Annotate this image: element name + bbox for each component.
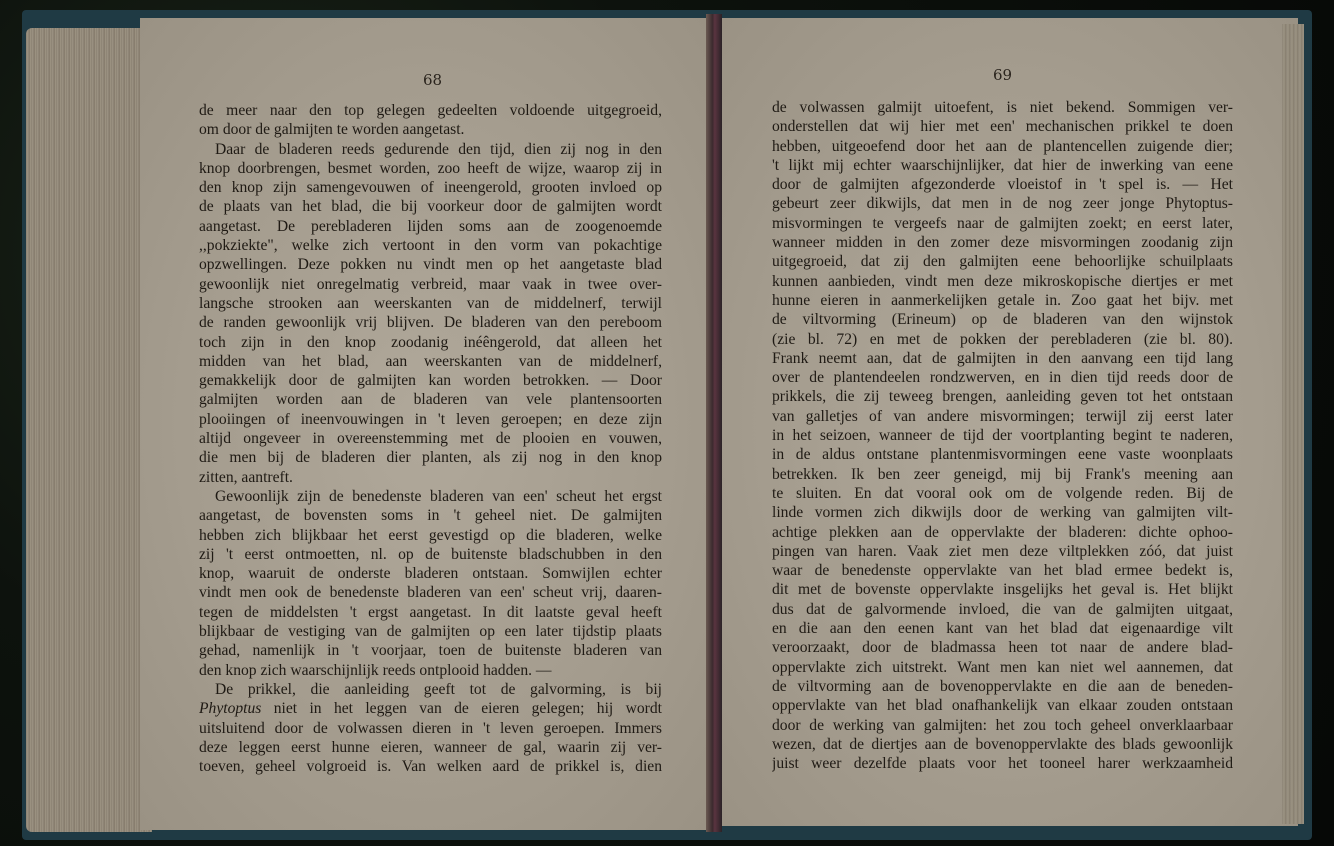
text-line: vindt men ook de benedenste bladeren van een' scheut vrij, daaren- (199, 584, 662, 602)
text-line: oppervlakte zich uitstrekt. Want men kan niet wel aannemen, dat (772, 658, 1233, 676)
text-line: midden van het blad, aan weerskanten van de middelnerf, (199, 352, 662, 370)
text-line: gebeurt zeer dikwijls, dat men in de nog zeer jonge Phytoptus- (772, 195, 1233, 213)
text-line: aangetast. De perebladeren lijden soms aan de zoogenoemde (199, 217, 662, 235)
text-line: linde vormen zich dikwijls door de werking van galmijten vilt- (772, 504, 1233, 522)
text-line: toeven, geheel volgroeid is. Van welken aard de prikkel is, dien (199, 758, 662, 776)
text-line: (zie bl. 72) en met de pokken der perebladeren (zie bl. 80). (772, 330, 1233, 348)
text-line: blijkbaar de vestiging van de galmijten op een later tijdstip plaats (199, 623, 662, 641)
text-line: Daar de bladeren reeds gedurende den tijd, dien zij nog in den (215, 140, 662, 158)
text-line: plooiingen of ineenvouwingen in 't leven geroepen; en deze zijn (199, 410, 662, 428)
text-line (199, 699, 662, 718)
text-line: dit met de bovenste oppervlakte insgelijks het geval is. Het blijkt (772, 581, 1233, 599)
left-page-text (199, 101, 662, 776)
text-line: 't lijkt mij echter waarschijnlijker, dat hier de inwerking van eene (772, 156, 1233, 174)
text-line: hebben, uitgeoefend door het aan de plantencellen zuigende dier; (772, 137, 1233, 155)
text-line: hunne eieren in aanmerkelijken getale in. Zoo gaat het bijv. met (772, 291, 1233, 309)
text-line: galmijten worden aan de bladeren van vele plantensoorten (199, 391, 662, 409)
text-line: de viltvorming aan de bovenoppervlakte en die aan de beneden- (772, 677, 1233, 695)
text-line: gemakkelijk door de galmijten kan worden betrokken. — Door (199, 372, 662, 390)
text-line: gewoonlijk niet onregelmatig verbreid, maar vaak in twee over- (199, 275, 662, 293)
text-line: de plaats van het blad, die bij voorkeur door de galmijten wordt (199, 198, 662, 216)
text-line: toch zijn in den knop zoodanig inéêngerold, dat alleen het (199, 333, 662, 351)
text-line: om door de galmijten te worden aangetast. (199, 121, 465, 139)
text-line: de viltvorming (Erineum) op de bladeren van den wijnstok (772, 311, 1233, 329)
text-line: ,,pokziekte", welke zich vertoont in den vorm van pokachtige (199, 237, 662, 255)
text-line: Gewoonlijk zijn de benedenste bladeren van een' scheut het ergst (215, 487, 662, 505)
page-number-right: 69 (993, 66, 1013, 84)
text-line: wezen, dat de diertjes aan de bovenoppervlakte des blads gewoonlijk (772, 735, 1233, 753)
text-line: zij 't eerst ontmoetten, nl. op de buitenste bladschubben in den (199, 545, 662, 563)
text-line: Frank neemt aan, dat de galmijten in den aanvang een tijd lang (772, 349, 1233, 367)
text-line: achtige plekken aan de oppervlakte der bladeren: dichte ophoo- (772, 523, 1233, 541)
text-line: veroorzaakt, door de bladmassa heen tot naar de andere blad- (772, 639, 1233, 657)
text-line: die men bij de bladeren dier planten, als zij nog in den knop (199, 449, 662, 467)
text-line: pingen van haren. Vaak ziet men deze viltplekken zóó, dat juist (772, 542, 1233, 560)
text-line: prikkels, die zij teweeg brengen, aanleiding geven tot het ontstaan (772, 388, 1233, 406)
text-line: zitten, aantreft. (199, 468, 293, 486)
text-line: in het seizoen, wanneer de tijd der voortplanting begint te naderen, (772, 427, 1233, 445)
text-line: juist weer dezelfde plaats voor het tooneel harer werkzaamheid (772, 755, 1233, 773)
text-line: altijd ongeveer in overeenstemming met de plooien en vouwen, (199, 430, 662, 448)
book-gutter (706, 14, 722, 832)
page-edges-left (26, 28, 152, 832)
right-page-text (772, 98, 1233, 773)
text-line: onderstellen dat wij hier met een' mechanischen prikkel te doen (772, 118, 1233, 136)
text-line: knop, waaruit de onderste bladeren ontstaan. Somwijlen echter (199, 565, 662, 583)
text-line: de randen gewoonlijk vrij blijven. De bladeren van den pereboom (199, 314, 662, 332)
text-line-segment: niet in het leggen van de eieren gelegen; hij wordt (261, 700, 662, 718)
text-line: den knop zijn samengevouwen of ineengerold, grooten invloed op (199, 179, 662, 197)
text-line: langsche strooken aan weerskanten van de middelnerf, terwijl (199, 294, 662, 312)
text-line: deze leggen eerst hunne eieren, wanneer de gal, waarin zij ver- (199, 738, 662, 756)
text-line: wanneer midden in den zomer deze misvormingen zoodanig zijn (772, 234, 1233, 252)
text-line: door de galmijten afgezonderde vloeistof in 't spel is. — Het (772, 176, 1233, 194)
text-line: betrekken. Ik ben zeer geneigd, mij bij Frank's meening aan (772, 465, 1233, 483)
text-line: kunnen aanbieden, vindt men deze mikroskopische diertjes er met (772, 272, 1233, 290)
text-line: aangetast, de bovensten soms in 't geheel niet. De galmijten (199, 507, 662, 525)
text-line: van galletjes of van andere misvormingen; terwijl zij eerst later (772, 407, 1233, 425)
text-line: door de werking van galmijten: het zou toch geheel onverklaarbaar (772, 716, 1233, 734)
text-line: in de aldus ontstane plantenmisvormingen eene vaste woonplaats (772, 446, 1233, 464)
text-line: knop doorbrengen, besmet worden, zoo heeft de wijze, waarop zij in (199, 159, 662, 177)
italic-term: Phytoptus (199, 700, 262, 718)
text-line: hebben zich blijkbaar het eerst gevestigd op die bladeren, welke (199, 526, 662, 544)
text-line: uitgegroeid, dat zij den galmijten eene behoorlijke schuilplaats (772, 253, 1233, 271)
text-line: uitsluitend door de volwassen dieren in 't leven geroepen. Immers (199, 719, 662, 737)
text-line: dus dat de galvormende invloed, die van de galmijten uitgaat, (772, 600, 1233, 618)
page-edges-right (1282, 24, 1304, 824)
text-line: gehad, namenlijk in 't voorjaar, toen de buitenste bladeren van (199, 642, 662, 660)
text-line: waar de benedenste oppervlakte van het blad ermee bedekt is, (772, 562, 1233, 580)
text-line: De prikkel, die aanleiding geeft tot de galvorming, is bij (215, 680, 662, 698)
text-line: den knop zich waarschijnlijk reeds ontplooid hadden. — (199, 661, 552, 679)
text-line: tegen de middelsten 't ergst aangetast. In dit laatste geval heeft (199, 603, 662, 621)
text-line: misvormingen te vergeefs naar de galmijten zoekt; en eerst later, (772, 214, 1233, 232)
text-line: opzwellingen. Deze pokken nu vindt men op het aangetaste blad (199, 256, 662, 274)
text-line: en die aan den eenen kant van het blad dat eigenaardige vilt (772, 620, 1233, 638)
text-line: oppervlakte van het blad onafhankelijk van elkaar zouden ontstaan (772, 697, 1233, 715)
text-line: te sluiten. En dat vooral ook om de volgende reden. Bij de (772, 484, 1233, 502)
text-line: de meer naar den top gelegen gedeelten voldoende uitgegroeid, (199, 102, 662, 119)
text-line: over de plantendeelen rondzwerven, en in dien tijd reeds door de (772, 369, 1233, 387)
text-line: de volwassen galmijt uitoefent, is niet bekend. Sommigen ver- (772, 99, 1233, 116)
page-number-left: 68 (423, 71, 443, 89)
